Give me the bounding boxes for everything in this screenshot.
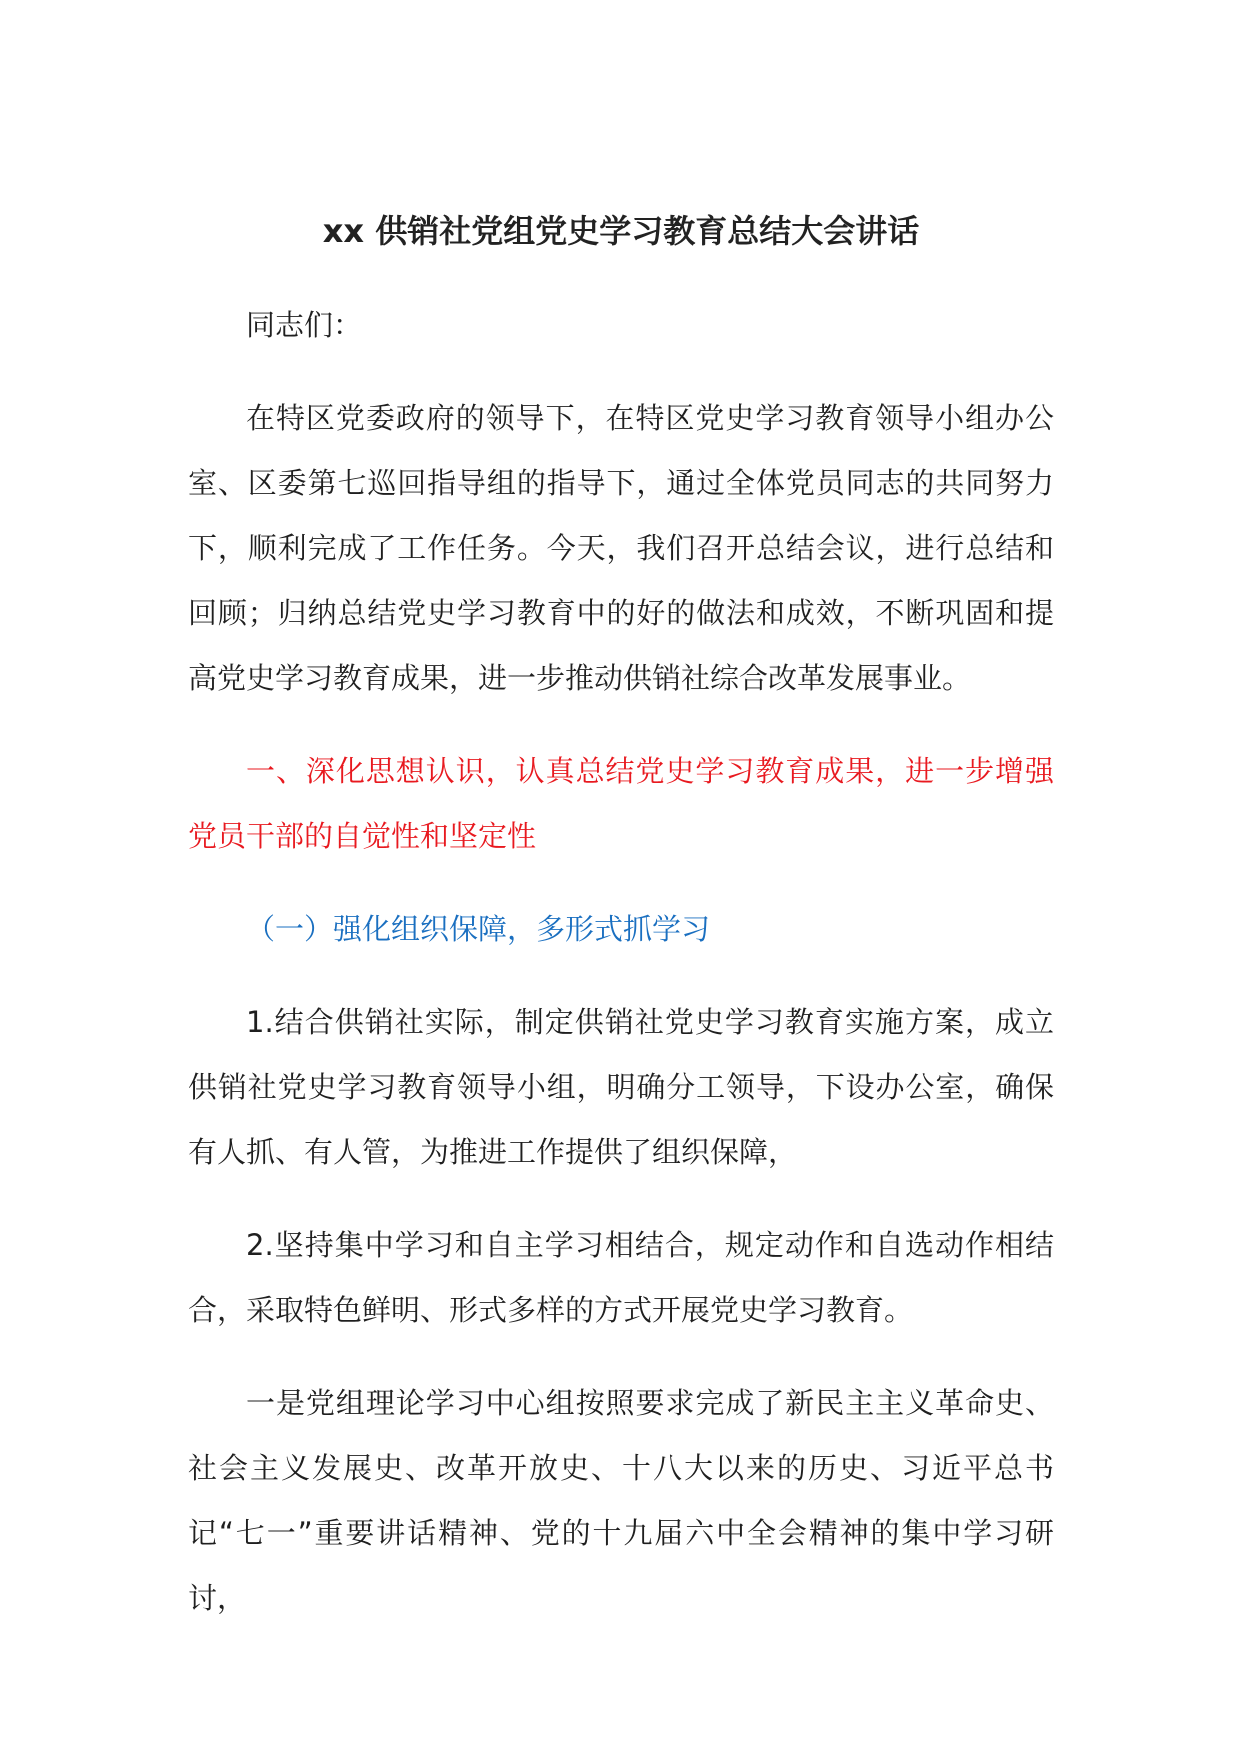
document-title: xx 供销社党组党史学习教育总结大会讲话 [322, 212, 920, 250]
greeting: 同志们： [246, 308, 363, 342]
document-page [188, 205, 1054, 1659]
item-paragraph-3: 一是党组理论学习中心组按照要求完成了新民主主义革命史、社会主义发展史、改革开放史、十八大以来的历史、习近平总书记“七一”重要讲话精神、党的十九届六中全会精神的集中学习研讨， [188, 1386, 1054, 1615]
intro-paragraph: 在特区党委政府的领导下，在特区党史学习教育领导小组办公室、区委第七巡回指导组的指导下，通过全体党员同志的共同努力下，顺利完成了工作任务。今天，我们召开总结会议，进行总结和回顾；归纳总结党史学习教育中的好的做法和成效，不断巩固和提高党史学习教育成果，进一步推动供销社综合改革发展事业。 [188, 401, 1054, 695]
item-paragraph-1: 1.结合供销社实际，制定供销社党史学习教育实施方案，成立供销社党史学习教育领导小组，明确分工领导，下设办公室，确保有人抓、有人管，为推进工作提供了组织保障， [188, 1005, 1054, 1169]
item-paragraph-2: 2.坚持集中学习和自主学习相结合，规定动作和自选动作相结合，采取特色鲜明、形式多样的方式开展党史学习教育。 [188, 1228, 1054, 1327]
subsection-heading-1: （一）强化组织保障，多形式抓学习 [246, 912, 711, 946]
section-heading-1: 一、深化思想认识，认真总结党史学习教育成果，进一步增强党员干部的自觉性和坚定性 [188, 754, 1054, 853]
